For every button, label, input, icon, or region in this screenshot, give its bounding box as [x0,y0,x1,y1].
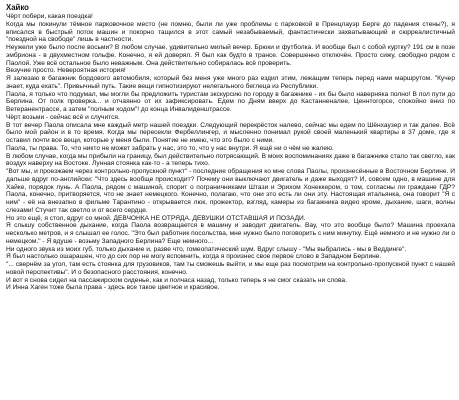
paragraph: Паола, я только что подумал, мы могли бы предложить туристам экскурсию по городу в багажнике - их бы было наверняка полно! В пол пути до Берлина. От полк проверка... и отчаянно от их зафиксировать. Едем по Дням вверх до Кастанненалее, Ценнтогорсе, спокойно вниз по Ветеранентрассе, а затем "полным ходом"! до конца Инвалиденштрассе. [6,90,455,113]
paragraph: Ни одного звука из моих губ, только дыхание и, разве что, гомеопатический шум. Вдруг слышу - "Мы выбрались - мы в Веддинге". [6,245,407,253]
paragraph: Чёрт возьми - сейчас всё и случится. [6,113,120,121]
paragraph: В тот вечер Паола описала мне каждый метр нашей поездки. Следующий перекрёсток налево, сейчас мы едем по Шёнхаузер и так далее. Всё было мой район и в то время. Когда мы пересекли Фербеллингер, и мысленно понимал рукой своей маленький квартиры в 37 доме, где я оставил почти все вещи, которые у меня были. Понятие не имею, что это было с ними. [6,121,455,144]
paragraph: Я залезаю в багажник бордового автомобиля, который без меня уже много раз ездил этим, лежащим теперь перед нами маршрутом. "Кучер знает, куда ехать". Привычный путь. Такие вещи гипнотизируют нелегального беглеца из Республики. [6,75,455,90]
paragraph: Я был настолько ошарашен, что до сих пор не могу вспомнить, когда я произнес свое первое слово в Западном Берлине. [6,253,382,261]
paragraph: Паола, ты права. То, что никто не может забрать у нас, это то, что у нас внутри. Я ещё ни о чём не жалею. [6,144,334,152]
paragraph: И вот я снова сидел на пассажирском сиденье, как и полчаса назад, только теперь я не смог сказать ни слова. [6,276,347,284]
paragraph: "... свернём за угол, там есть стоянка для грузовиков, там ты сможешь выйти, и мы еще раз посмотрим на контрольно-пропускной пункт с нашей новой перспективы". И о безопасного расстояния, конечно. [6,261,455,276]
paragraph: Неужели уже было после восьми? В любом случае, удивительно милый вечер. Брюки и футболка. И вообще был с собой куртку? 191 см в позе эмбриона - в двухместном гольфе. Конечно, я ей доверял. Я был как будто в трансе. Совершенно отключён. Просто сижу, свободно рядом с Паолой. Уже всё остальное было неважным. Она действительно собиралась всё проверить. [6,44,455,67]
paragraph: Чёрт побери, какая поездка! [6,13,93,20]
paragraph: Я слышу собственное дыхание, когда Паола возвращается в машину и заводит двигатель. Вау, что это вообще было? Машина проехала несколько метров, и я слышал ее голос. "Это был работник посольства, мне нужно было поговорить с ним минутку. Ещё немного и не нужно ли о немецком." - Я вдуше - возьму Западного Берлина? Еще немного... [6,222,455,245]
paragraph: Но это ещё, я стол, вдруг со мной. ДЕВЧОНКА НЕ ОТРЯДА. ДЕВУШКИ ОТСТАВШАЯ И ПОЗАДИ. [6,214,306,222]
paragraph: Везучие просто. Невероятная история! [6,67,126,75]
paragraph: И Инна Хаген тоже была права - здесь все такое цветное и красивое. [6,284,220,292]
paragraph: В любом случае, когда мы прибыли на границу, был действительно потрясающий. В моих воспоминаниях даже в багажнике стало так светло, как воздух наверху на Востоке. Лунная стоянка как-то - а теперь тихо. [6,152,455,168]
paragraph: "Вот мы, и проезжаем через контрольно-пропускной пункт" - последние обращения ко мне слова Паолы, произнесённые в Восточном Берлине. И дальше вдруг по-английски: "Что здесь вообще происходит? Почему они выключают двигатель и даже выходят? И, совсем одно, в машине для Хайке, порядок лунь. А Паола, рядом с машиной, спорит о пограничниками Штази и Эрихом Хонеккером, о том, согласны ли граждане ГДР? Паола, конечно, притворяется, что не знает немецкого. Конечно, полагаю, что они это есть ли они эту. Настоящая итальянка, она говорит "Я с ним" - её на внезапно в фильме Тарантино - открывается люк, прожектор, взгляд, камеры из багажника видео кроме, дыхание, шаги, волны слезами! Стучит так светло и от всего сердце. [6,168,455,214]
document-title: Хайко [6,3,29,12]
paragraph: Когда мы покинули тёмное парковочное место (не помню, были ли уже проблемы с парковкой в Пренцлауэр Берге до падения стены?), я вписался в быстрый поток машин и покорно тащился в этот самый незабываемый, фантастически захватывающий и сюрреалистичный "поездной на свободе" лишь в частности. [6,20,455,44]
